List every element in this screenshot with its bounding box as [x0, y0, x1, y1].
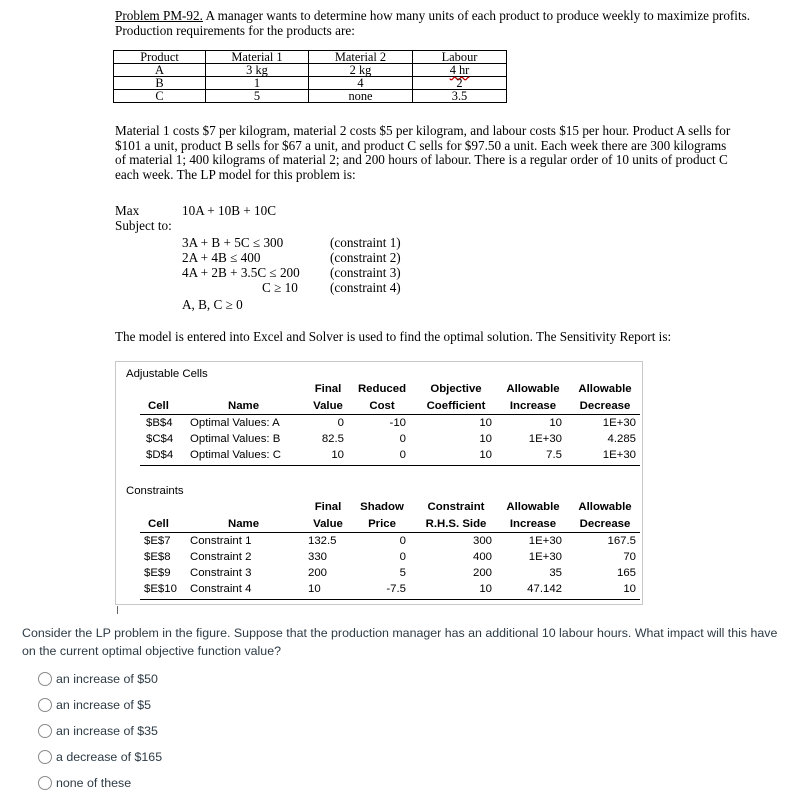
requirements-header-row — [114, 51, 507, 64]
con-header-final: Final — [314, 501, 342, 513]
adj-header-objective: Objective — [430, 383, 482, 395]
adj-name: Optimal Values: C — [190, 449, 281, 461]
nonnegativity: A, B, C ≥ 0 — [182, 297, 243, 312]
adj-objective-coef: 10 — [479, 417, 492, 429]
con-header-shadow: Shadow — [360, 501, 404, 513]
option-increase-5[interactable] — [38, 696, 151, 714]
image-edge-mark — [117, 606, 118, 614]
adj-objective-coef: 10 — [479, 449, 492, 461]
con-allowable-decrease: 167.5 — [607, 535, 636, 547]
constraint-4-expr: C ≥ 10 — [262, 280, 298, 295]
header-labour: Labour — [413, 51, 507, 64]
adj-name: Optimal Values: A — [190, 417, 280, 429]
option-label: an increase of $5 — [56, 698, 152, 712]
problem-intro — [115, 9, 765, 38]
con-header-constraint: Constraint — [427, 501, 485, 513]
adj-header-rule — [140, 414, 640, 415]
constraint-1-label: (constraint 1) — [330, 235, 401, 250]
radio-button-icon[interactable] — [38, 698, 52, 712]
question-text: Consider the LP problem in the figure. Suppose that the production manager has an additional 10 labour hours. What impact will this have on the current optimal objective function value? — [22, 626, 778, 658]
adj-header-final: Final — [314, 383, 342, 395]
radio-button-icon[interactable] — [38, 724, 52, 738]
con-name: Constraint 3 — [190, 567, 252, 579]
con-header-price: Price — [368, 518, 396, 530]
con-header-increase: Increase — [509, 518, 557, 530]
option-increase-35[interactable] — [38, 722, 158, 740]
adj-header-cell: Cell — [148, 400, 169, 412]
constraint-2-expr: 2A + 4B ≤ 400 — [182, 250, 261, 265]
header-material-1: Material 1 — [206, 51, 309, 64]
con-final-value: 10 — [308, 583, 321, 595]
con-rhs: 400 — [472, 551, 492, 563]
adj-header-reduced: Reduced — [357, 383, 407, 395]
adj-header-decrease: Decrease — [579, 400, 631, 412]
con-cell-ref: $E$7 — [144, 535, 171, 547]
problem-intro-text: A manager wants to determine how many units of each product to produce weekly to maximize profits. Production requirements for the products are: — [115, 8, 751, 38]
con-header-rhs: R.H.S. Side — [425, 518, 487, 530]
requirements-row-c — [114, 90, 507, 103]
adj-header-increase: Increase — [509, 400, 557, 412]
header-product: Product — [114, 51, 206, 64]
constraint-2-label: (constraint 2) — [330, 250, 401, 265]
radio-button-icon[interactable] — [38, 750, 52, 764]
option-decrease-165[interactable] — [38, 748, 162, 766]
option-increase-50[interactable] — [38, 670, 158, 688]
con-cell-ref: $E$8 — [144, 551, 171, 563]
con-header-decrease: Decrease — [579, 518, 631, 530]
con-final-value: 330 — [308, 551, 328, 563]
cell-product: B — [114, 77, 206, 90]
adj-allowable-decrease: 1E+30 — [602, 449, 636, 461]
con-rhs: 200 — [472, 567, 492, 579]
adj-reduced-cost: 0 — [399, 433, 406, 445]
constraint-3-label: (constraint 3) — [330, 265, 401, 280]
con-allowable-decrease: 165 — [616, 567, 636, 579]
adj-footer-rule — [140, 465, 640, 466]
radio-button-icon[interactable] — [38, 776, 52, 790]
cell-material-2: none — [309, 90, 413, 103]
adj-reduced-cost: 0 — [399, 449, 406, 461]
adjustable-cells-title: Adjustable Cells — [126, 368, 208, 380]
option-none-of-these[interactable] — [38, 774, 131, 792]
sensitivity-report — [115, 361, 643, 605]
constraint-1-expr: 3A + B + 5C ≤ 300 — [182, 235, 284, 250]
con-allowable-decrease: 70 — [623, 551, 636, 563]
adj-reduced-cost: -10 — [389, 417, 406, 429]
problem-title: Problem PM-92. — [115, 8, 203, 23]
objective-function: 10A + 10B + 10C — [182, 203, 277, 218]
con-footer-rule — [140, 599, 640, 600]
sensitivity-intro: The model is entered into Excel and Solver is used to find the optimal solution. The Sensitivity Report is: — [115, 329, 672, 344]
constraint-3-expr: 4A + 2B + 3.5C ≤ 200 — [182, 265, 300, 280]
con-header-cell: Cell — [148, 518, 169, 530]
adj-final-value: 0 — [337, 417, 344, 429]
con-allowable-increase: 1E+30 — [528, 551, 562, 563]
con-name: Constraint 1 — [190, 535, 252, 547]
adj-header-name: Name — [228, 400, 260, 412]
adj-name: Optimal Values: B — [190, 433, 281, 445]
adj-allowable-increase: 7.5 — [546, 449, 562, 461]
cell-labour: 3.5 — [413, 90, 507, 103]
con-final-value: 132.5 — [308, 535, 337, 547]
adj-cell-ref: $D$4 — [146, 449, 174, 461]
con-name: Constraint 4 — [190, 583, 252, 595]
con-rhs: 10 — [479, 583, 492, 595]
con-shadow-price: 0 — [399, 551, 406, 563]
adj-final-value: 82.5 — [321, 433, 344, 445]
adj-header-allowable-dec: Allowable — [578, 383, 632, 395]
adj-objective-coef: 10 — [479, 433, 492, 445]
con-header-value: Value — [313, 518, 343, 530]
subject-to-label: Subject to: — [115, 218, 172, 233]
con-rhs: 300 — [472, 535, 492, 547]
adj-cell-ref: $C$4 — [146, 433, 174, 445]
con-allowable-increase: 47.142 — [527, 583, 562, 595]
option-label: none of these — [56, 776, 132, 790]
cell-material-1: 3 kg — [206, 64, 309, 77]
cell-material-2: 2 kg — [309, 64, 413, 77]
constraints-title: Constraints — [126, 485, 184, 497]
con-shadow-price: -7.5 — [386, 583, 406, 595]
cell-product: C — [114, 90, 206, 103]
cell-material-1: 1 — [206, 77, 309, 90]
con-header-rule — [140, 532, 640, 533]
con-header-allowable-dec: Allowable — [578, 501, 632, 513]
requirements-row-a — [114, 64, 507, 77]
adj-header-cost: Cost — [369, 400, 395, 412]
radio-button-icon[interactable] — [38, 672, 52, 686]
con-header-allowable-inc: Allowable — [506, 501, 560, 513]
requirements-table — [113, 50, 507, 103]
max-label: Max — [115, 203, 140, 218]
con-shadow-price: 0 — [399, 535, 406, 547]
adj-header-value: Value — [313, 400, 343, 412]
cell-material-2: 4 — [309, 77, 413, 90]
option-label: a decrease of $165 — [56, 750, 163, 764]
con-allowable-decrease: 10 — [623, 583, 636, 595]
con-name: Constraint 2 — [190, 551, 252, 563]
adj-allowable-decrease: 1E+30 — [602, 417, 636, 429]
adj-allowable-increase: 1E+30 — [528, 433, 562, 445]
con-header-name: Name — [228, 518, 260, 530]
option-label: an increase of $35 — [56, 724, 158, 738]
con-cell-ref: $E$10 — [144, 583, 177, 595]
cell-material-1: 5 — [206, 90, 309, 103]
con-allowable-increase: 1E+30 — [528, 535, 562, 547]
adj-header-coefficient: Coefficient — [426, 400, 486, 412]
adj-final-value: 10 — [331, 449, 344, 461]
requirements-row-b — [114, 77, 507, 90]
option-label: an increase of $50 — [56, 672, 158, 686]
con-cell-ref: $E$9 — [144, 567, 171, 579]
con-shadow-price: 5 — [399, 567, 406, 579]
cell-labour — [413, 64, 507, 77]
cell-labour: 2 — [413, 77, 507, 90]
cell-product: A — [114, 64, 206, 77]
adj-cell-ref: $B$4 — [146, 417, 173, 429]
constraint-4-label: (constraint 4) — [330, 280, 401, 295]
adj-allowable-decrease: 4.285 — [607, 433, 636, 445]
con-allowable-increase: 35 — [549, 567, 562, 579]
adj-header-allowable-inc: Allowable — [506, 383, 560, 395]
labour-hours-a: 4 hr — [449, 63, 470, 77]
adj-allowable-increase: 10 — [549, 417, 562, 429]
costs-paragraph: Material 1 costs $7 per kilogram, material 2 costs $5 per kilogram, and labour costs $15 per hour. Product A sells for $101 a unit, product B sells for $67 a unit, and product C sells for $97.50 a unit. Each week there are 300 kilograms of material 1; 400 kilograms of material 2; and 200 hours of labour. There is a regular order of 10 units of product C each week. The LP model for this problem is: — [115, 123, 731, 182]
con-final-value: 200 — [308, 567, 328, 579]
header-material-2: Material 2 — [309, 51, 413, 64]
